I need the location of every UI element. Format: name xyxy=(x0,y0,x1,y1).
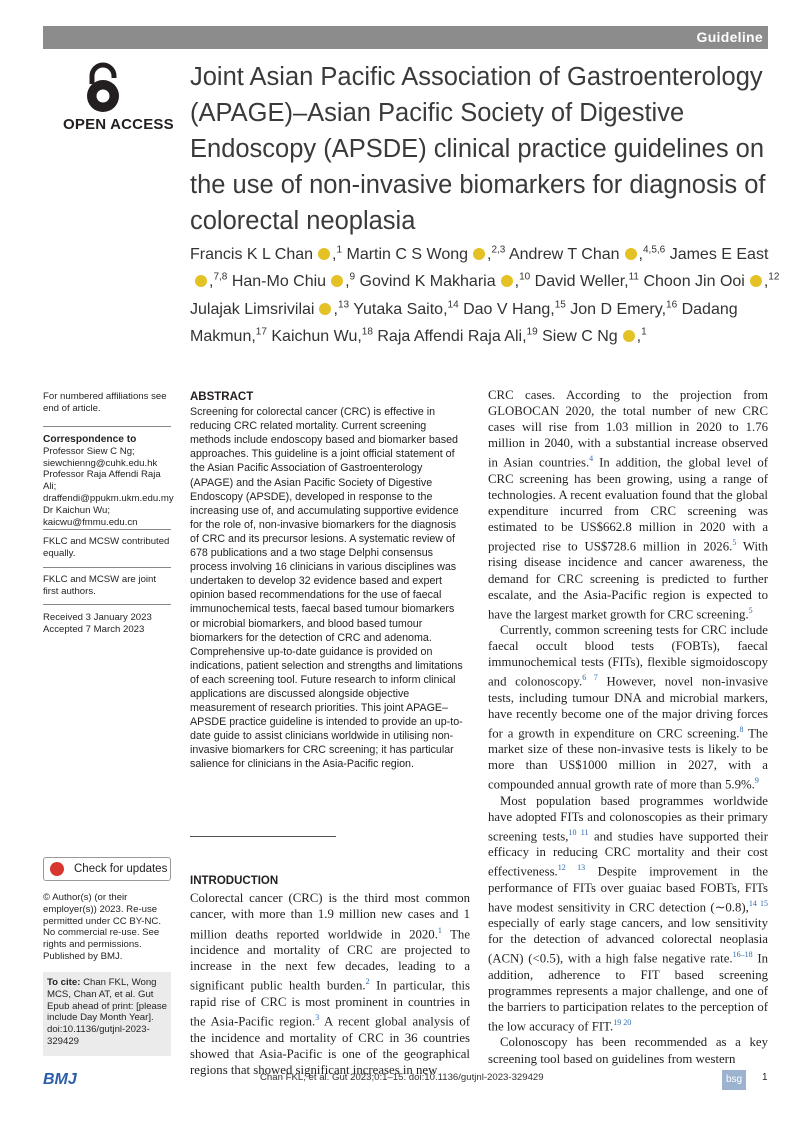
author-name: Julajak Limsrivilai xyxy=(190,300,315,318)
correspondence-email[interactable]: draffendi@ppukm.ukm.edu.my xyxy=(43,492,174,504)
affiliation-number: 7,8 xyxy=(213,272,228,284)
text-run: A recent global analysis of the incidence and mortality of CRC in 36 countries showed that Asia-Pacific is one of the geographical regions that showed significant increases in new xyxy=(190,1014,470,1078)
page-number: 1 xyxy=(762,1072,768,1083)
affiliations-note xyxy=(43,391,173,415)
author-name: Dadang Makmun, xyxy=(190,300,738,345)
affiliation-number: 2,3 xyxy=(491,245,506,256)
affiliation-number: 14 xyxy=(447,299,459,311)
citation-ref[interactable]: 1 xyxy=(437,925,442,935)
bmj-logo: BMJ xyxy=(43,1071,77,1088)
text-run: and studies have supported their efficacy in reducing CRC mortality and their cost effectiveness. xyxy=(488,829,768,879)
copyright-notice xyxy=(43,892,173,963)
citation-ref[interactable]: 2 xyxy=(365,977,370,987)
affiliation-number: 9 xyxy=(349,272,356,284)
author-entry[interactable]: Govind K Makharia ,$^{10}$ xyxy=(359,272,531,291)
introduction-section xyxy=(190,873,470,1078)
body-paragraph: Colonoscopy has been recommended as a key screening tool based on guidelines from western xyxy=(488,1035,768,1066)
author-name: Martin C S Wong xyxy=(346,246,469,264)
received-date: Received 3 January 2023 xyxy=(43,612,152,623)
sidebar-rule-1 xyxy=(43,426,173,427)
citation-ref[interactable]: 8 xyxy=(739,724,744,734)
author-entry[interactable] xyxy=(463,301,566,318)
citation-ref[interactable]: 9 xyxy=(754,776,759,786)
author-entry[interactable]: James E East,$^{7,8}$ xyxy=(190,246,768,290)
crossmark-icon xyxy=(50,862,64,876)
author-entry[interactable] xyxy=(271,328,373,345)
author-name: Kaichun Wu, xyxy=(271,327,362,345)
affiliation-number: 17 xyxy=(255,326,267,338)
citation-ref[interactable]: 5 xyxy=(732,538,737,548)
text-run: Currently, common screening tests for CRC include faecal occult blood tests (FOBTs), faecal immunochemical tests (FITs), flexible sigmoidoscopy and colonoscopy. xyxy=(488,623,768,689)
contrib-note-2-text: FKLC and MCSW are joint first authors. xyxy=(43,574,157,597)
text-run: The market size of these non-invasive tests is likely to be more than US$1000 million in 2027, with a compounded annual growth rate of more than 5.9%. xyxy=(488,726,768,792)
affiliation-number: 1 xyxy=(641,326,647,338)
citation-ref[interactable]: 12 13 xyxy=(557,863,586,873)
text-run: In particular, this rapid rise of CRC is most prominent in countries in the Asia-Pacific region. xyxy=(190,978,470,1029)
author-name: Han-Mo Chiu xyxy=(231,273,327,291)
author-entry[interactable]: Martin C S Wong ,$^{2,3}$ xyxy=(346,245,506,264)
text-run: Colorectal cancer (CRC) is the third most common cancer, with more than 1.9 million new cases and 1 million deaths reported worldwide in 2020. xyxy=(190,891,470,941)
author-entry[interactable] xyxy=(377,328,537,345)
orcid-icon[interactable] xyxy=(319,303,331,315)
author-entry[interactable]: Siew C Ng ,$^1$ xyxy=(542,326,647,345)
author-name: Siew C Ng xyxy=(542,327,618,345)
abstract-heading: ABSTRACT xyxy=(190,391,254,403)
abstract-end-rule xyxy=(190,836,336,837)
correspondence-email[interactable]: kaicwu@fmmu.edu.cn xyxy=(43,516,138,528)
author-entry[interactable]: Han-Mo Chiu ,$^9$ xyxy=(231,272,356,291)
sidebar-rule-2 xyxy=(43,529,173,530)
affiliation-number: 4,5,6 xyxy=(642,245,666,256)
orcid-icon[interactable] xyxy=(501,275,513,287)
author-name: Raja Affendi Raja Ali, xyxy=(377,327,527,345)
sidebar-rule-4 xyxy=(43,604,173,605)
affiliation-number: 18 xyxy=(361,326,373,338)
author-name: Choon Jin Ooi xyxy=(643,273,745,291)
sidebar-rule-3 xyxy=(43,567,173,568)
orcid-icon[interactable] xyxy=(750,275,762,287)
accepted-date: Accepted 7 March 2023 xyxy=(43,623,145,635)
author-name: Dao V Hang, xyxy=(463,300,555,318)
open-access-label: OPEN ACCESS xyxy=(63,116,174,133)
to-cite-box xyxy=(43,972,171,1056)
author-name: Yutaka Saito, xyxy=(353,300,448,318)
to-cite-label: To cite: xyxy=(47,977,81,988)
affiliations-note-text: For numbered affiliations see end of article. xyxy=(43,391,167,414)
to-cite-text: Chan FKL, Wong MCS, Chan AT, et al. Gut Epub ahead of print: [please include Day Month Year]. doi:10.1136/gutjnl-2023-329429 xyxy=(47,977,168,1047)
contrib-note-1 xyxy=(43,536,173,560)
check-for-updates-label: Check for updates xyxy=(74,863,168,875)
text-run: especially of early stage cancers, and low sensitivity for the detection of advanced colorectal neoplasia (ACN) (<0.5), with a high false negative rate. xyxy=(488,916,768,966)
citation-ref[interactable]: 10 11 xyxy=(568,828,589,838)
affiliation-number: 16 xyxy=(666,299,678,311)
affiliation-number: 19 xyxy=(526,326,538,338)
author-list xyxy=(190,240,780,349)
body-paragraph xyxy=(488,387,768,622)
author-name: Francis K L Chan xyxy=(190,246,314,264)
abstract-section xyxy=(190,390,466,772)
author-name: James E East xyxy=(669,246,769,264)
affiliation-number: 15 xyxy=(554,299,566,311)
correspondence-line: Professor Raja Affendi Raja Ali; xyxy=(43,469,161,493)
orcid-icon[interactable] xyxy=(331,275,343,287)
orcid-icon[interactable] xyxy=(318,248,330,260)
text-run: Despite improvement in the performance of FITs over guaiac based FOBTs, FITs have modest sensitivity in CRC detection (∼0.8), xyxy=(488,864,768,915)
correspondence-heading: Correspondence to xyxy=(43,434,137,445)
section-header-bar xyxy=(43,26,768,49)
text-run: With rising disease incidence and cancer awareness, the demand for CRC screening is predicted to further escalate, and the Asia-Pacific region is expected to have the largest market growth for CRC screening. xyxy=(488,539,768,622)
affiliation-number: 1 xyxy=(336,245,343,256)
check-for-updates-button[interactable] xyxy=(43,857,171,881)
orcid-icon[interactable] xyxy=(623,330,635,342)
citation-ref[interactable]: 5 xyxy=(748,605,753,615)
introduction-heading: INTRODUCTION xyxy=(190,875,279,887)
footer-citation: Chan FKL, et al. Gut 2023;0:1–15. doi:10.1136/gutjnl-2023-329429 xyxy=(260,1072,544,1083)
author-name: Govind K Makharia xyxy=(359,273,496,291)
orcid-icon[interactable] xyxy=(625,248,637,260)
text-run: CRC cases. According to the projection from GLOBOCAN 2020, the total number of new CRC cases will rise from 1.03 million in 2020 to 1.76 million in 2040, with a substantial increase observed in Asian countries. xyxy=(488,388,768,470)
article-title: Joint Asian Pacific Association of Gastroenterology (APAGE)–Asian Pacific Society of Digestive Endoscopy (APSDE) clinical practice guidelines on the use of non-invasive biomarkers for diagnosis of colorectal neoplasia xyxy=(190,63,766,235)
citation-ref[interactable]: 14 15 xyxy=(748,898,768,908)
citation-ref[interactable]: 4 xyxy=(589,454,594,464)
section-label: Guideline xyxy=(696,29,763,45)
affiliation-number: 11 xyxy=(628,272,639,284)
citation-ref[interactable]: 3 xyxy=(315,1013,320,1023)
author-entry[interactable] xyxy=(535,273,639,290)
abstract-text: Screening for colorectal cancer (CRC) is effective in reducing CRC related mortality. Current screening methods include endoscopy based and biomarker based approaches. This guideline is a joint official statement of the Asian Pacific Association of Gastroenterology (APAGE) and the Asian Pacific Society of Digestive Endoscopy (APSDE), developed in response to the increasing use of, and accumulating supportive evidence for the role of, non-invasive biomarkers for the diagnosis of CRC and its precursor lesions. A systematic review of 678 publications and a two stage Delphi consensus process involving 16 clinicians in various disciplines was undertaken to develop 32 evidence based and expert opinion based recommendations for the use of faecal immunochemical tests, faecal based tumour biomarkers or microbial biomarkers, and blood based tumour biomarkers for the detection of CRC and adenoma. Comprehensive up-to-date guidance is provided on indications, patient selection and strengths and limitations of each screening tool. Future research to inform clinical applications are discussed alongside objective measurement of research priorities. This joint APAGE–APSDE practice guideline is intended to provide an up-to-date guide to assist clinicians worldwide in utilising non-invasive biomarkers for CRC screening; it has particular salience for clinicians in the Asia-Pacific region. xyxy=(190,406,463,771)
body-paragraph xyxy=(488,622,768,793)
orcid-icon[interactable] xyxy=(473,248,485,260)
author-entry[interactable]: Andrew T Chan ,$^{4,5,6}$ xyxy=(508,245,666,264)
affiliation-number: 13 xyxy=(337,299,350,311)
introduction-paragraph xyxy=(190,890,470,1078)
citation-ref[interactable]: 6 7 xyxy=(582,673,598,683)
text-run: Most population based programmes worldwide have adopted FITs and colonoscopies as their primary screening tests, xyxy=(488,793,768,844)
dates-block xyxy=(43,612,173,636)
author-name: Andrew T Chan xyxy=(508,246,620,264)
author-name: David Weller, xyxy=(534,273,629,291)
correspondence-line: Professor Siew C Ng; xyxy=(43,445,135,457)
body-paragraph xyxy=(488,793,768,1035)
text-run: The incidence and mortality of CRC are projected to increase in the next few decades, leading to a significant public health burden. xyxy=(190,926,470,993)
right-column-body xyxy=(488,387,768,1067)
author-entry[interactable] xyxy=(570,301,677,318)
bsg-logo: bsg xyxy=(722,1070,746,1090)
orcid-icon[interactable] xyxy=(195,275,207,287)
contrib-note-1-text: FKLC and MCSW contributed equally. xyxy=(43,536,170,559)
citation-ref[interactable]: 19 20 xyxy=(613,1018,632,1028)
affiliation-number: 12 xyxy=(768,272,780,284)
text-run: However, novel non-invasive tests, including tumour DNA and microbial markers, have recently become one of the major driving forces for a growth in expenditure on CRC screening. xyxy=(488,674,769,741)
author-entry[interactable] xyxy=(353,301,458,318)
copyright-text: © Author(s) (or their employer(s)) 2023. Re-use permitted under CC BY-NC. No commercial re-use. See rights and permissions. Published by BMJ. xyxy=(43,892,162,962)
contrib-note-2 xyxy=(43,574,173,598)
open-access-lock-icon xyxy=(84,62,122,114)
author-entry[interactable]: Julajak Limsrivilai ,$^{13}$ xyxy=(190,299,350,318)
affiliation-number: 10 xyxy=(519,272,531,284)
correspondence-line: Dr Kaichun Wu; xyxy=(43,504,111,516)
text-run: In addition, adherence to FIT based screening programmes represents a major challenge, and one of the barriers to participation relates to the perception of the low accuracy of FIT. xyxy=(488,951,768,1034)
correspondence-block xyxy=(43,434,173,528)
author-entry[interactable]: Choon Jin Ooi ,$^{12}$ xyxy=(643,272,780,291)
text-run: In addition, the global level of CRC screening has been growing, using a range of technologies. A recent evaluation found that the global expenditure incurred from CRC screening was estimated to be US$662.8 million in 2020 with a projected rise to US$728.6 million in 2026. xyxy=(488,455,768,554)
citation-ref[interactable]: 16–18 xyxy=(732,950,753,960)
correspondence-email[interactable]: siewchienng@cuhk.edu.hk xyxy=(43,457,158,469)
author-entry[interactable]: Francis K L Chan ,$^1$ xyxy=(190,245,343,264)
author-name: Jon D Emery, xyxy=(570,300,667,318)
